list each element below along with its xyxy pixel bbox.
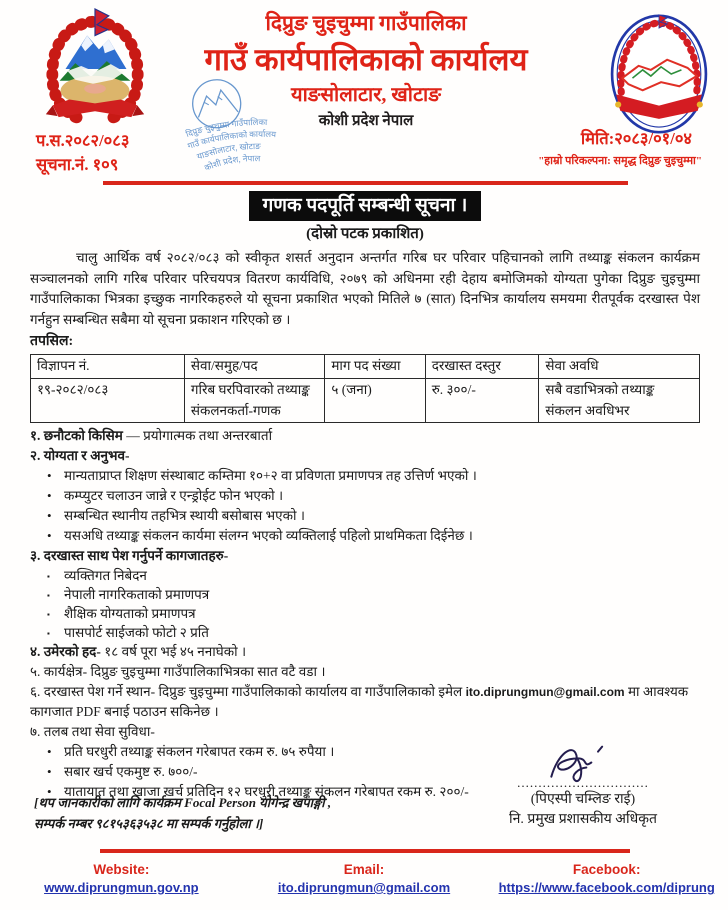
website-label: Website:	[93, 862, 150, 877]
bullet: • यसअधि तथ्याङ्क संकलन कार्यमा संलग्न भएको व्यक्तिलाई पहिलो प्राथमिकता दिईनेछ ।	[30, 526, 700, 546]
contact-note	[34, 792, 404, 834]
list-item-3: ३. दरखास्त साथ पेश गर्नुपर्ने कागजातहरु-	[30, 548, 229, 563]
issue-date: मिति:२०८३/०१/०४	[580, 129, 692, 148]
documents-bullets	[30, 566, 700, 642]
nepal-government-emblem-icon	[36, 6, 154, 130]
top-divider	[103, 181, 628, 185]
col-positions: माग पद संख्या	[325, 355, 425, 379]
letterhead	[0, 0, 728, 182]
ref-number: प.स.२०८२/०८३	[36, 131, 130, 150]
col-period: सेवा अवधि	[539, 355, 700, 379]
list-item-2: २. योग्यता र अनुभव-	[30, 448, 130, 463]
email-link[interactable]: ito.diprungmun@gmail.com	[277, 880, 451, 895]
tapasil-heading: तपसिल:	[30, 334, 74, 349]
bullet: • सबार खर्च एकमुष्ट रु. ७००/-	[30, 762, 700, 782]
municipality-logo-icon	[608, 10, 710, 138]
bullet: • कम्प्युटर चलाउन जान्ने र एन्ड्रोईट फोन भएको ।	[30, 486, 700, 506]
col-advert-no: विज्ञापन नं.	[31, 355, 185, 379]
website-link[interactable]: www.diprungmun.gov.np	[44, 880, 199, 895]
office-name: गाउँ कार्यपालिकाको कार्यालय	[204, 42, 528, 77]
notice-subtitle: (दोस्रो पटक प्रकाशित)	[306, 226, 424, 242]
contact-note-line2: सम्पर्क नम्बर ९८१५३६३५३८ मा सम्पर्क गर्नुहोला ।]	[34, 816, 264, 831]
footer-facebook-col	[485, 860, 728, 897]
cell-positions: ५ (जना)	[325, 379, 425, 423]
bullet: ▪ नेपाली नागरिकताको प्रमाणपत्र	[30, 585, 700, 604]
bullet: ▪ पासपोर्ट साईजको फोटो २ प्रति	[30, 623, 700, 642]
footer-email-col	[243, 860, 486, 897]
application-email[interactable]: ito.diprungmun@gmail.com	[465, 685, 625, 699]
stamp-line-2: गाउँ कार्यपालिकाको कार्यालय	[186, 128, 277, 151]
col-service: सेवा/समुह/पद	[184, 355, 324, 379]
office-stamp-watermark	[173, 66, 302, 185]
notice-content	[30, 186, 700, 802]
vacancy-table	[30, 354, 700, 423]
bullet: • प्रति घरधुरी तथ्याङ्क संकलन गरेबापत रकम रु. ७५ रुपैया ।	[30, 742, 700, 762]
bullet: • सम्बन्धित स्थानीय तहभित्र स्थायी बसोबास भएको ।	[30, 506, 700, 526]
table-row	[31, 379, 700, 423]
list-item-4: ४. उमेरको हद- १८ वर्ष पूरा भई ४५ ननाघेको ।	[30, 644, 247, 659]
footer-website-col	[0, 860, 243, 897]
cell-service: गरिब घरपिवारको तथ्याङ्क संकलनकर्ता-गणक	[184, 379, 324, 423]
bullet: • यातायात तथा खाजा खर्च प्रतिदिन १२ घरधुरी तथ्याङ्क संकलन गरेबापत रकम रु. २००/-	[30, 782, 700, 802]
office-address: याङसोलाटार, खोटाङ	[291, 84, 441, 106]
cell-period: सबै वडाभित्रको तथ्याङ्क संकलन अवधिभर	[539, 379, 700, 423]
facebook-link[interactable]: https://www.facebook.com/diprung	[498, 880, 715, 895]
bullet: • मान्यताप्राप्त शिक्षण संस्थाबाट कम्तिमा १०+२ वा प्रविणता प्रमाणपत्र तह उत्तिर्ण भएको ।	[30, 466, 700, 486]
province-line: कोशी प्रदेश नेपाल	[318, 113, 414, 129]
signature-dotted-line: ...............................	[517, 775, 649, 790]
bullet: ▪ शैक्षिक योग्यताको प्रमाणपत्र	[30, 604, 700, 623]
cell-advert-no: १९-२०८२/०८३	[31, 379, 185, 423]
slogan: "हाम्रो परिकल्पना: समृद्ध दिप्रुङ चुइचुम्मा"	[538, 155, 702, 167]
list-item-7: ७. तलब तथा सेवा सुविधा-	[30, 724, 155, 739]
stamp-line-4: कोशी प्रदेश, नेपाल	[202, 153, 261, 173]
contact-note-line1: [थप जानकारीको लागि कार्यक्रम Focal Person योगेन्द्र खपाङ्गी ,	[34, 795, 332, 810]
bottom-divider	[100, 849, 630, 853]
list-item-1: १. छनौटको किसिम — प्रयोगात्मक तथा अन्तरबार्ता	[30, 428, 273, 443]
notice-number: सूचना.नं. १०९	[36, 155, 119, 174]
facebook-label: Facebook:	[572, 862, 641, 877]
cell-fee: रु. ३००/-	[425, 379, 539, 423]
signatory-title: नि. प्रमुख प्रशासकीय अधिकृत	[509, 812, 657, 827]
notice-title: गणक पदपूर्ति सम्बन्धी सूचना ।	[249, 191, 482, 221]
list-item-6: ६. दरखास्त पेश गर्ने स्थान- दिप्रुङ चुइचुम्मा गाउँपालिकाको कार्यालय वा गाउँपालिकाको इमेल ito.diprungmun@gmail.com मा आवश्यक कागजात PDF बनाई पठाउन सकिनेछ ।	[30, 684, 689, 719]
municipality-name: दिप्रुङ चुइचुम्मा गाउँपालिका	[265, 11, 467, 35]
stamp-line-3: याङसोलाटार, खोटाङ	[195, 141, 261, 162]
list-item-5: ५. कार्यक्षेत्र- दिप्रुङ चुइचुम्मा गाउँपालिकाभित्रका सात वटै वडा ।	[30, 664, 326, 679]
stamp-line-1: दिप्रुङ चुइचुम्मा गाउँपालिका	[184, 116, 268, 140]
signature-block	[478, 740, 688, 830]
email-label: Email:	[343, 862, 385, 877]
qualification-bullets	[30, 466, 700, 546]
footer-contacts	[0, 860, 728, 897]
table-header-row	[31, 355, 700, 379]
col-fee: दरखास्त दस्तुर	[425, 355, 539, 379]
signatory-name: (पिएस्पी चम्लिङ राई)	[530, 792, 636, 807]
bullet: ▪ व्यक्तिगत निबेदन	[30, 566, 700, 585]
notice-body: चालु आर्थिक वर्ष २०८२/०८३ को स्वीकृत शसर्त अनुदान अन्तर्गत गरिब घर परिवार पहिचानको लागि तथ्याङ्क संकलन कार्यक्रम सञ्चालनको लागि गरिब परिवार परिचयपत्र वितरण कार्यविधि, २०७९ को अधिनमा रही देहाय बमोजिमको योग्यता पुगेका दिप्रुङ चुइचुम्मा गाउँपालिकाका भित्रका इच्छुक नागरिकहरुले यो सूचना प्रकाशित भएको मितिले ७ (सात) दिनभित्र कार्यालय समयमा रीतपूर्वक दरखास्त पेश गर्नहुन सम्बन्धित सबैमा यो सूचना प्रकाशन गरिएको छ ।	[30, 250, 700, 327]
